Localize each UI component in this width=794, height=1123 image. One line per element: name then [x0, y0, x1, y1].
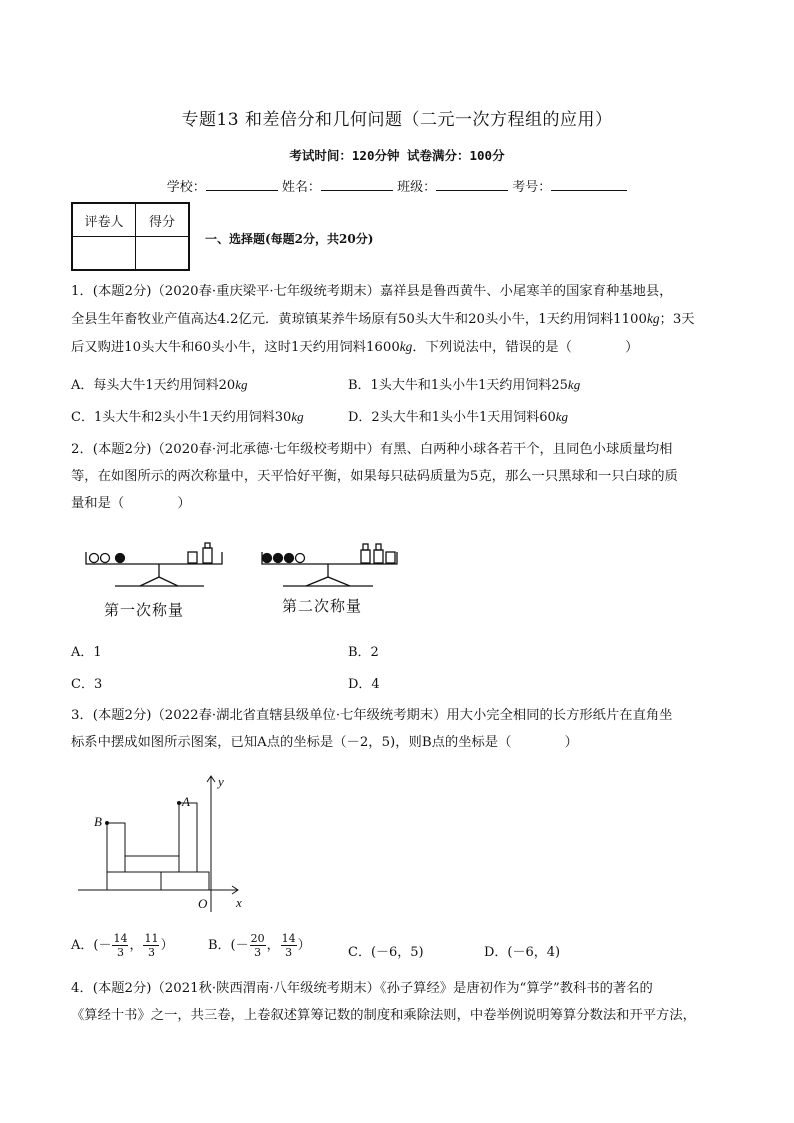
first-balance: [86, 543, 222, 586]
black-ball: [274, 554, 283, 563]
reviewer-cell[interactable]: [72, 237, 136, 271]
weight: [376, 544, 381, 550]
question-4: [71, 975, 731, 1029]
weight: [374, 550, 383, 563]
weight: [361, 550, 370, 563]
q2-option-b[interactable]: B．2: [348, 645, 379, 660]
class-label: 班级：: [397, 180, 437, 195]
point-b: [105, 821, 109, 825]
weight: [205, 543, 210, 548]
q2-option-c[interactable]: C．3: [71, 677, 103, 692]
q2-line2: 等，在如图所示的两次称量中，天平恰好平衡，如果每只砝码质量为5克，那么一只黑球和一只白球的质: [71, 469, 678, 484]
q1-option-d[interactable]: D．2头大牛和1头小牛1天用饲料60kg: [348, 409, 569, 425]
q1-line1: 1．(本题2分)（2020春·重庆梁平·七年级统考期末）嘉祥县是鲁西黄牛、小尾寒羊的国家育种基地县，: [71, 284, 673, 299]
question-3: [71, 702, 731, 756]
page-title: 专题13 和差倍分和几何问题（二元一次方程组的应用）: [181, 110, 613, 130]
student-info-line: [0, 176, 794, 195]
weight: [203, 548, 212, 563]
q3-option-d[interactable]: D．(－6，4): [484, 945, 561, 960]
q3-option-b[interactable]: B．(－ $\frac{20}{3}$ ， $\frac{14}{3}$ ）: [208, 932, 311, 959]
coordinate-figure: [78, 772, 258, 914]
q4-line1: 4．(本题2分)（2021秋·陕西渭南·八年级统考期末）《孙子算经》是唐初作为“算学”教科书的著名的: [71, 981, 653, 996]
q2-line1: 2．(本题2分)（2020春·河北承德·七年级校考期中）有黑、白两种小球各若干个，且同色小球质量均相: [71, 442, 673, 457]
school-label: 学校：: [166, 180, 206, 195]
name-field[interactable]: [321, 178, 393, 191]
black-ball: [285, 554, 294, 563]
score-cell[interactable]: [136, 237, 190, 271]
class-field[interactable]: [436, 178, 508, 191]
q1-option-c[interactable]: C．1头大牛和2头小牛1天约用饲料30kg: [71, 409, 304, 425]
school-field[interactable]: [206, 178, 278, 191]
q3-option-c[interactable]: C．(－6，5): [348, 945, 424, 960]
q1-line3: 后又购进10头大牛和60头小牛，这时1天约用饲料1600kg．下列说法中，错误的是（ ）: [71, 339, 639, 355]
weight: [188, 552, 197, 563]
q1-line2: 全县生年畜牧业产值高达4.2亿元．黄琼镇某养牛场原有50头大牛和20头小牛，1天约用饲料1100kg；3天: [71, 311, 695, 327]
q3-option-a[interactable]: A．(－ $\frac{14}{3}$ ， $\frac{11}{3}$ ）: [71, 932, 174, 959]
question-2: [71, 436, 731, 517]
reviewer-header: 评卷人: [72, 203, 136, 237]
score-table: [71, 202, 190, 271]
q1-option-b[interactable]: B．1头大牛和1头小牛1天约用饲料25kg: [348, 377, 581, 393]
weight: [386, 552, 395, 563]
score-header: 得分: [136, 203, 190, 237]
black-ball: [116, 554, 125, 563]
point-a: [177, 801, 181, 805]
q2-option-a[interactable]: A．1: [71, 645, 102, 660]
label-b: B: [94, 814, 102, 829]
q2-line3: 量和是（ ）: [71, 496, 191, 511]
white-ball: [90, 554, 99, 563]
second-balance: [262, 544, 397, 586]
question-1: [71, 278, 731, 361]
label-x: x: [236, 895, 242, 910]
label-a: A: [182, 794, 190, 809]
black-ball: [263, 554, 272, 563]
weight: [363, 544, 368, 550]
exam-meta: 考试时间：120分钟 试卷满分：100分: [289, 148, 505, 163]
balance-figure: [70, 530, 410, 622]
q1-option-a[interactable]: A．每头大牛1天约用饲料20kg: [71, 377, 248, 393]
q3-line1: 3．(本题2分)（2022春·湖北省直辖县级单位·七年级统考期末）用大小完全相同的长方形纸片在直角坐: [71, 708, 673, 723]
number-label: 考号：: [512, 180, 552, 195]
number-field[interactable]: [551, 178, 627, 191]
label-y: y: [218, 774, 224, 789]
name-label: 姓名：: [281, 180, 321, 195]
q4-line2: 《算经十书》之一，共三卷，上卷叙述算筹记数的制度和乘除法则，中卷举例说明筹算分数法和开平方法，: [71, 1008, 696, 1023]
q3-line2: 标系中摆成如图所示图案，已知A点的坐标是（－2，5)，则B点的坐标是（ ）: [71, 735, 578, 750]
q2-option-d[interactable]: D．4: [348, 677, 380, 692]
white-ball: [296, 554, 305, 563]
caption-first: 第一次称量: [104, 601, 185, 619]
section-heading: 一、选择题(每题2分，共20分): [205, 232, 374, 246]
label-origin: O: [198, 896, 208, 911]
white-ball: [101, 554, 110, 563]
caption-second: 第二次称量: [282, 597, 363, 615]
